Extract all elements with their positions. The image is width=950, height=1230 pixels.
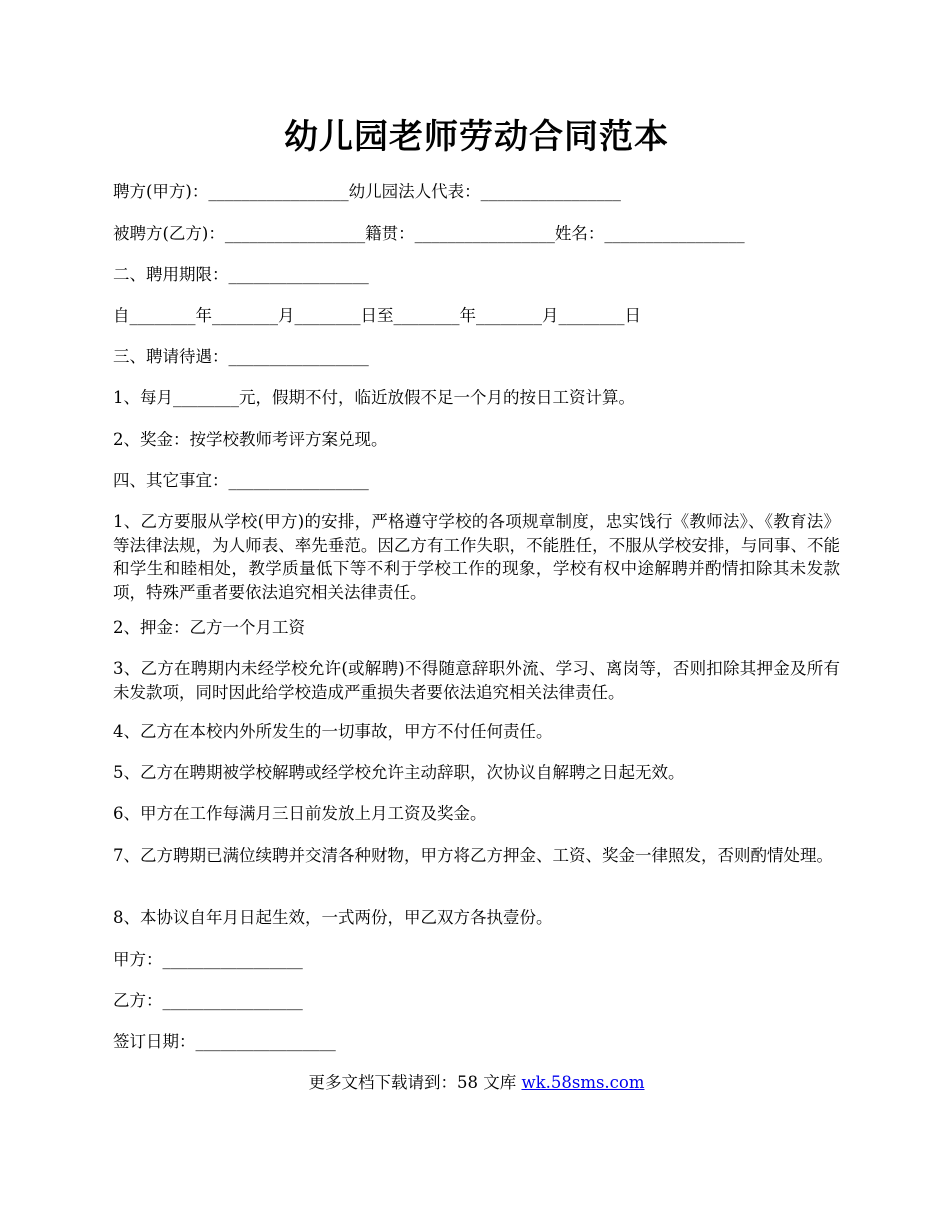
clause-2: 2、押金：乙方一个月工资 [113, 618, 305, 637]
clause-4: 4、乙方在本校内外所发生的一切事故，甲方不付任何责任。 [113, 722, 553, 741]
clause-6: 6、甲方在工作每满月三日前发放上月工资及奖金。 [113, 804, 487, 823]
party-a-signature: 甲方：_________________ [113, 950, 303, 969]
party-b-signature: 乙方：_________________ [113, 991, 303, 1010]
pay-item-1: 1、每月________元，假期不付，临近放假不足一个月的按日工资计算。 [113, 388, 635, 407]
sign-date: 签订日期：_________________ [113, 1032, 336, 1051]
pay-item-2: 2、奖金：按学校教师考评方案兑现。 [113, 430, 388, 449]
employee-line: 被聘方(乙方)：_________________籍贯：_________________姓名：_________________ [113, 224, 745, 243]
term-heading: 二、聘用期限：_________________ [113, 265, 369, 284]
footer [113, 1071, 840, 1094]
term-dates-line: 自________年________月________日至________年________月________日 [113, 306, 641, 325]
document-title: 幼儿园老师劳动合同范本 [284, 117, 669, 157]
pay-heading: 三、聘请待遇：_________________ [113, 347, 369, 366]
clause-7: 7、乙方聘期已满位续聘并交清各种财物，甲方将乙方押金、工资、奖金一律照发，否则酌情处理。 [113, 846, 833, 865]
footer-text: 更多文档下载请到：58 文库 [308, 1073, 522, 1092]
clause-5: 5、乙方在聘期被学校解聘或经学校允许主动辞职，次协议自解聘之日起无效。 [113, 763, 685, 782]
clause-1: 1、乙方要服从学校(甲方)的安排，严格遵守学校的各项规章制度，忠实饯行《教师法》、《教育法》等法律法规，为人师表、率先垂范。因乙方有工作失职，不能胜任，不服从学校安排，与同事、不能和学生和睦相处，教学质量低下等不利于学校工作的现象，学校有权中途解聘并酌情扣除其未发款项，特殊严重者要依法追究相关法律责任。 [113, 512, 840, 602]
clause-3: 3、乙方在聘期内未经学校允许(或解聘)不得随意辞职外流、学习、离岗等，否则扣除其押金及所有未发款项，同时因此给学校造成严重损失者要依法追究相关法律责任。 [113, 659, 840, 702]
clause-8: 8、本协议自年月日起生效，一式两份，甲乙双方各执壹份。 [113, 908, 553, 927]
footer-link[interactable]: wk.58sms.com [521, 1073, 645, 1092]
other-heading: 四、其它事宜：_________________ [113, 471, 369, 490]
employer-line: 聘方(甲方)：_________________幼儿园法人代表：_________________ [113, 182, 621, 201]
